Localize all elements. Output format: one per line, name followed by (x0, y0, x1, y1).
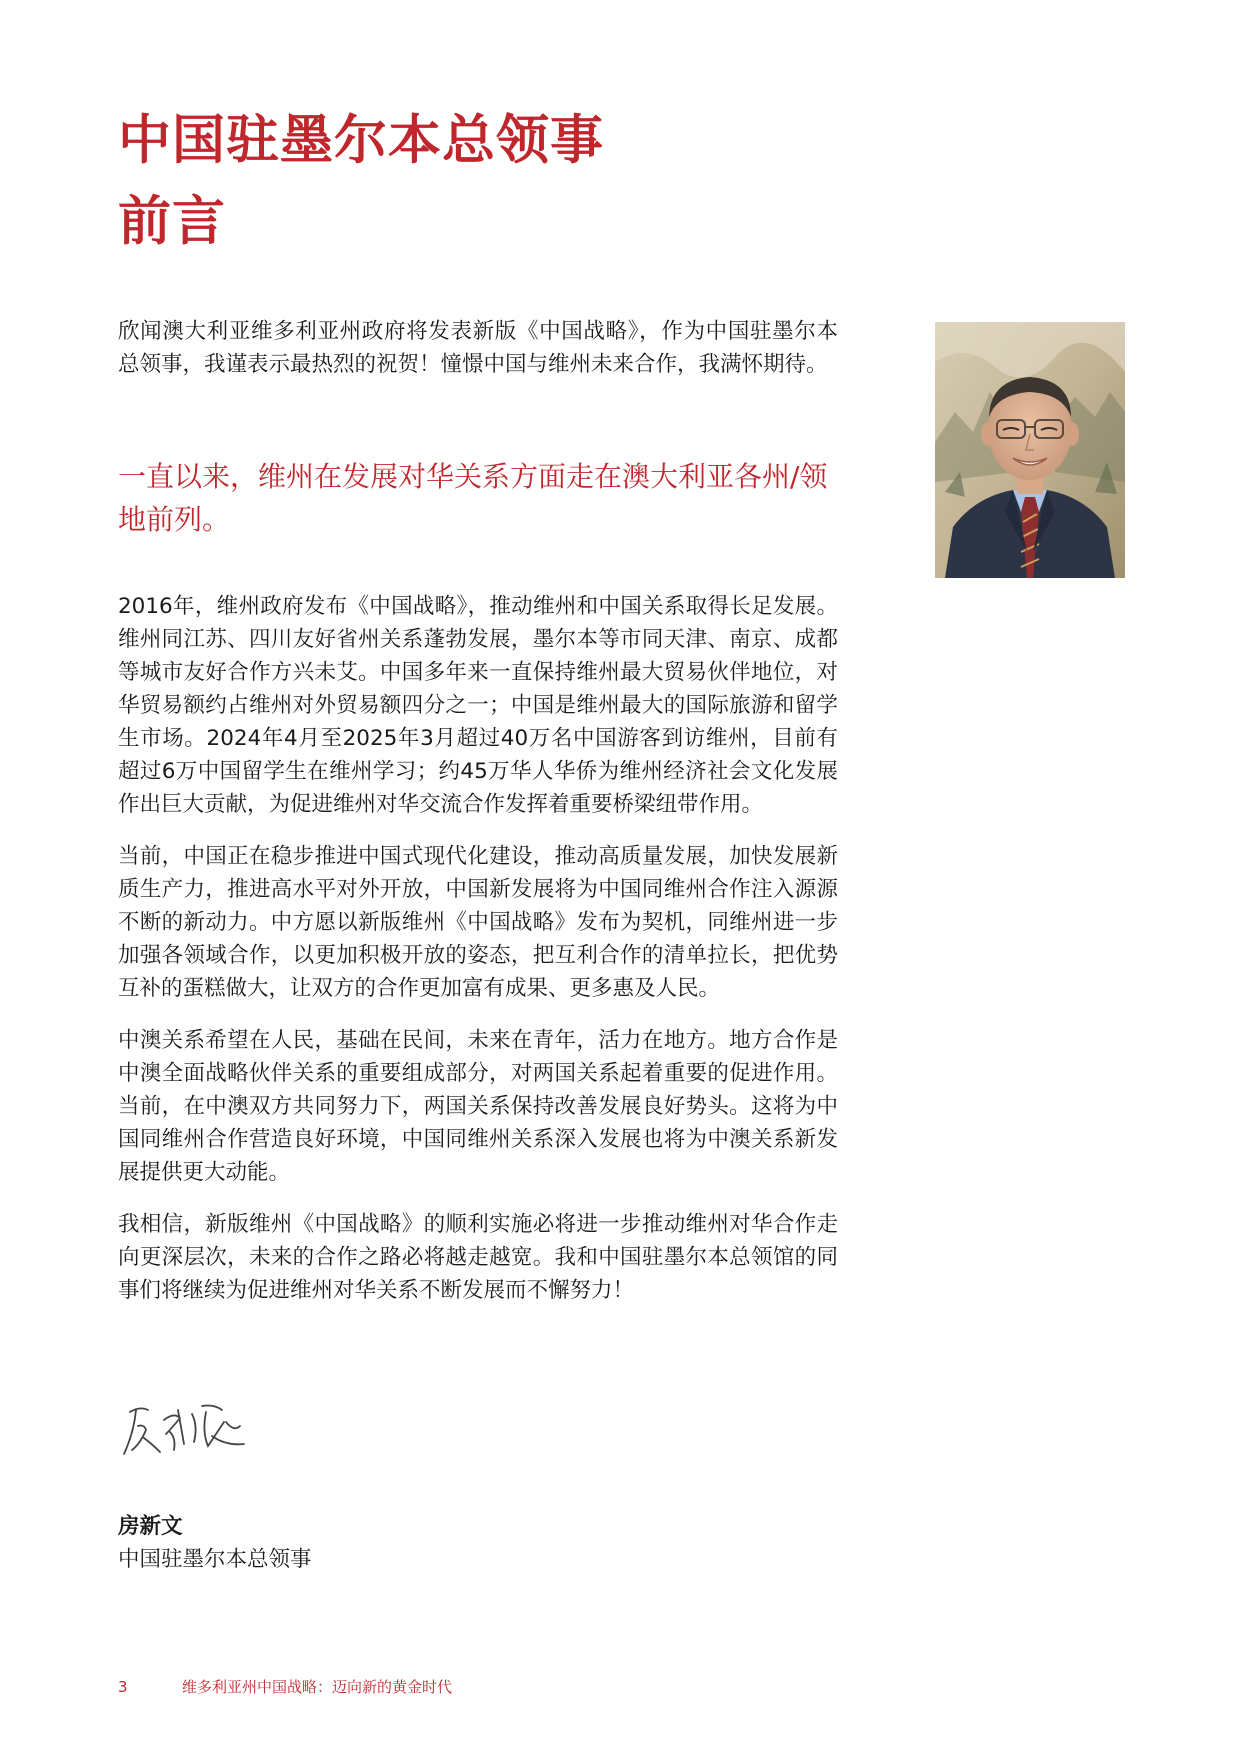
page-number: 3 (118, 1678, 128, 1696)
body-paragraph-1: 2016年，维州政府发布《中国战略》，推动维州和中国关系取得长足发展。维州同江苏、四川友好省州关系蓬勃发展，墨尔本等市同天津、南京、成都等城市友好合作方兴未艾。中国多年来一直保持维州最大贸易伙伴地位，对华贸易额约占维州对外贸易额四分之一；中国是维州最大的国际旅游和留学生市场。2024年4月至2025年3月超过40万名中国游客到访维州，目前有超过6万中国留学生在维州学习；约45万华人华侨为维州经济社会文化发展作出巨大贡献，为促进维州对华交流合作发挥着重要桥梁纽带作用。 (118, 594, 838, 817)
body-paragraph-4: 我相信，新版维州《中国战略》的顺利实施必将进一步推动维州对华合作走向更深层次，未来的合作之路必将越走越宽。我和中国驻墨尔本总领馆的同事们将继续为促进维州对华关系不断发展而不懈努力！ (118, 1212, 838, 1303)
title-line-1: 中国驻墨尔本总领事 (118, 110, 604, 171)
body-paragraph-3: 中澳关系希望在人民，基础在民间，未来在青年，活力在地方。地方合作是中澳全面战略伙伴关系的重要组成部分，对两国关系起着重要的促进作用。当前，在中澳双方共同努力下，两国关系保持改善发展良好势头。这将为中国同维州合作营造良好环境，中国同维州关系深入发展也将为中澳关系新发展提供更大动能。 (118, 1028, 838, 1185)
consul-general-portrait (935, 322, 1125, 578)
handwritten-signature (118, 1392, 258, 1462)
page-footer (118, 1677, 452, 1697)
publication-title: 维多利亚州中国战略：迈向新的黄金时代 (182, 1678, 453, 1696)
signatory-name: 房新文 (118, 1514, 183, 1539)
title-line-2: 前言 (118, 191, 226, 252)
signatory-position: 中国驻墨尔本总领事 (118, 1547, 312, 1572)
pull-quote: 一直以来，维州在发展对华关系方面走在澳大利亚各州/领地前列。 (118, 460, 828, 536)
intro-paragraph: 欣闻澳大利亚维多利亚州政府将发表新版《中国战略》，作为中国驻墨尔本总领事，我谨表示最热烈的祝贺！憧憬中国与维州未来合作，我满怀期待。 (118, 319, 838, 377)
body-paragraph-2: 当前，中国正在稳步推进中国式现代化建设，推动高质量发展，加快发展新质生产力，推进高水平对外开放，中国新发展将为中国同维州合作注入源源不断的新动力。中方愿以新版维州《中国战略》发布为契机，同维州进一步加强各领域合作，以更加积极开放的姿态，把互利合作的清单拉长，把优势互补的蛋糕做大，让双方的合作更加富有成果、更多惠及人民。 (118, 844, 838, 1001)
page-title (118, 100, 604, 262)
body-text (118, 590, 838, 1326)
